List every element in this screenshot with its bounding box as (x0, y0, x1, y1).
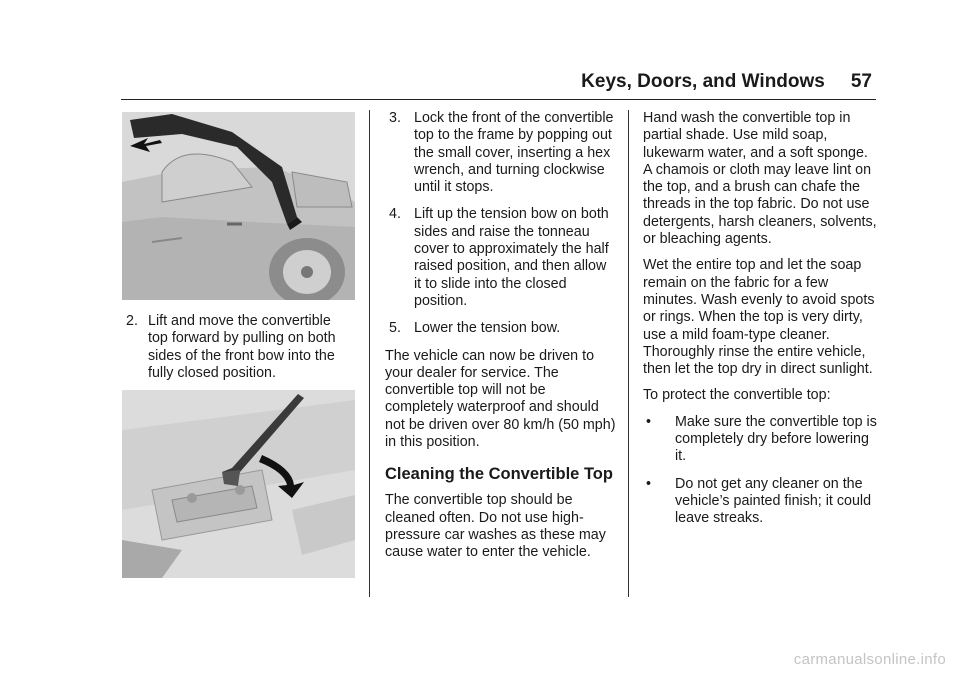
left-column (126, 313, 352, 392)
cleaning-intro-paragraph: The convertible top should be cleaned often. Do not use high-pressure car washes as these may cause water to enter the vehicle. (385, 492, 606, 561)
step-text: Lift and move the convertible top forward by pulling on both sides of the front bow into the fully closed position. (148, 313, 336, 381)
middle-column (385, 110, 617, 571)
column-divider-1 (369, 110, 370, 597)
bullet-item (643, 476, 879, 528)
step-3 (385, 110, 617, 196)
section-title: Keys, Doors, and Windows (581, 71, 825, 92)
watermark: carmanualsonline.info (793, 651, 946, 668)
step-number: 2. (126, 313, 138, 329)
column-divider-2 (628, 110, 629, 597)
driving-note-paragraph: The vehicle can now be driven to your dealer for service. The convertible top will not be completely waterproof and should not be driven over 80 km/h (50 mph) in this position. (385, 347, 616, 451)
convertible-top-car-illustration (122, 112, 355, 300)
wet-top-paragraph: Wet the entire top and let the soap remain on the fabric for a few minutes. Wash evenly to avoid spots or rings. When the top is very dirty, use a mild foam-type cleaner. Thoroughly rinse the entire vehicle, then let the top dry in direct sunlight. (643, 257, 875, 378)
right-column (643, 110, 879, 538)
bullet-symbol: • (646, 475, 652, 492)
page-header (581, 71, 872, 93)
page-number: 57 (850, 71, 872, 92)
protect-intro-paragraph: To protect the convertible top: (643, 387, 831, 404)
bullet-item (643, 414, 879, 466)
step-text: Lock the front of the convertible top to the frame by popping out the small cover, inserting a hex wrench, and turning clockwise until it stops. (414, 110, 614, 196)
tension-bow-lever-illustration (122, 390, 355, 578)
step-text: Lower the tension bow. (414, 320, 561, 337)
header-rule (121, 99, 876, 100)
hand-wash-paragraph: Hand wash the convertible top in partial shade. Use mild soap, lukewarm water, and a soft sponge. A chamois or cloth may leave lint on the top, and a brush can chafe the threads in the top fabric. Do not use detergents, harsh cleaners, solvents, or bleaching agents. (643, 110, 877, 248)
bullet-symbol: • (646, 413, 652, 430)
bullet-text: Do not get any cleaner on the vehicle’s painted finish; it could leave streaks. (675, 475, 872, 527)
step-number: 3. (389, 110, 401, 126)
step-2 (126, 313, 352, 382)
step-5 (385, 320, 617, 337)
section-heading: Cleaning the Convertible Top (385, 465, 613, 484)
step-4 (385, 206, 617, 310)
step-text: Lift up the tension bow on both sides and raise the tonneau cover to approximately the half raised position, and then allow it to slide into the closed position. (414, 206, 609, 309)
step-number: 5. (389, 320, 401, 337)
step-number: 4. (389, 206, 401, 223)
bullet-text: Make sure the convertible top is completely dry before lowering it. (675, 413, 877, 465)
